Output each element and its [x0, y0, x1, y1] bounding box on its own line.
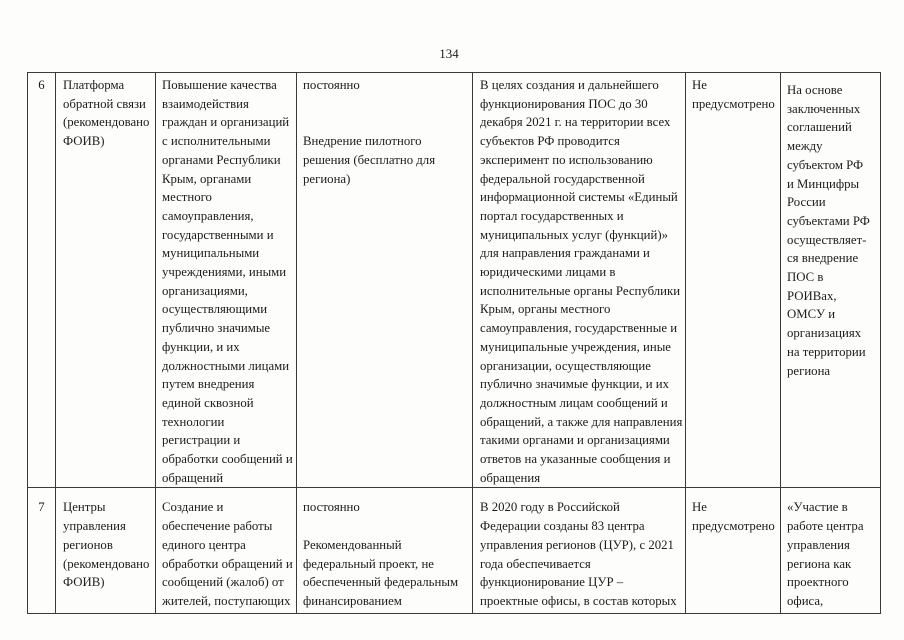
description-text: В целях создания и дальнейшего функционирования ПОС до 30 декабря 2021 г. на территории всех субъектов РФ проводится эксперимент по использованию федеральной государственной информационной системы «Единый портал государственных и муниципальных услуг (функций)» для направления гражданами и юридическими лицами в исполнительные органы Республики Крым, органы местного самоуправления, государственные и муниципальные учреждения, иные организации, осуществляющие публично значимые функции, и их должностным лицам сообщений и обращений, а также для направления такими органами и организациями ответов на указанные сообщения и обращения — [480, 78, 683, 485]
row-number-cell — [28, 488, 56, 614]
row-number: 7 — [38, 500, 45, 515]
table-row — [28, 488, 881, 614]
purpose-cell — [156, 73, 297, 488]
page-number: 134 — [439, 46, 459, 61]
table-row — [28, 73, 881, 488]
name-cell — [56, 73, 156, 488]
purpose-text: Повышение качества взаимодействия граждан и организаций с исполнительными органами Республики Крым, органами местного самоуправления, государственными и муниципальными учреждениями, иными организациями, осуществляющими публично значимые функции, и их должностными лицами путем внедрения единой сквозной технологии регистрации и обработки сообщений и обращений — [162, 78, 293, 485]
comment-cell — [781, 73, 881, 488]
name-text: Центры управления регионов (рекомендовано ФОИВ) — [63, 500, 150, 590]
comment-text: «Участие в работе центра управления региона как проектного офиса, — [787, 500, 864, 608]
name-cell — [56, 488, 156, 614]
document-table — [27, 72, 881, 614]
purpose-cell — [156, 488, 297, 614]
funding-cell — [686, 488, 781, 614]
funding-text: Не предусмотрено — [692, 78, 775, 111]
description-text: В 2020 году в Российской Федерации созданы 83 центра управления регионов (ЦУР), с 2021 года обеспечивается функционирование ЦУР – проектные офисы, в состав которых — [480, 500, 677, 608]
timing-cell — [297, 488, 473, 614]
description-cell — [473, 488, 686, 614]
comment-cell — [781, 488, 881, 614]
comment-text: На основе заключенных соглашений между субъектом РФ и Минцифры России субъектами РФ осуществляет- ся внедрение ПОС в РОИВах, ОМСУ и организациях на территории региона — [787, 83, 870, 378]
funding-text: Не предусмотрено — [692, 500, 775, 534]
purpose-text: Создание и обеспечение работы единого центра обработки обращений и сообщений (жалоб) от жителей, поступающих — [162, 500, 293, 608]
funding-cell — [686, 73, 781, 488]
timing-text: постоянно Внедрение пилотного решения (бесплатно для региона) — [303, 78, 436, 186]
timing-cell — [297, 73, 473, 488]
name-text: Платформа обратной связи (рекомендовано ФОИВ) — [63, 78, 150, 149]
description-cell — [473, 73, 686, 488]
row-number: 6 — [38, 78, 45, 92]
row-number-cell — [28, 73, 56, 488]
timing-text: постоянно Рекомендованный федеральный проект, не обеспеченный федеральным финансированием — [303, 500, 459, 608]
